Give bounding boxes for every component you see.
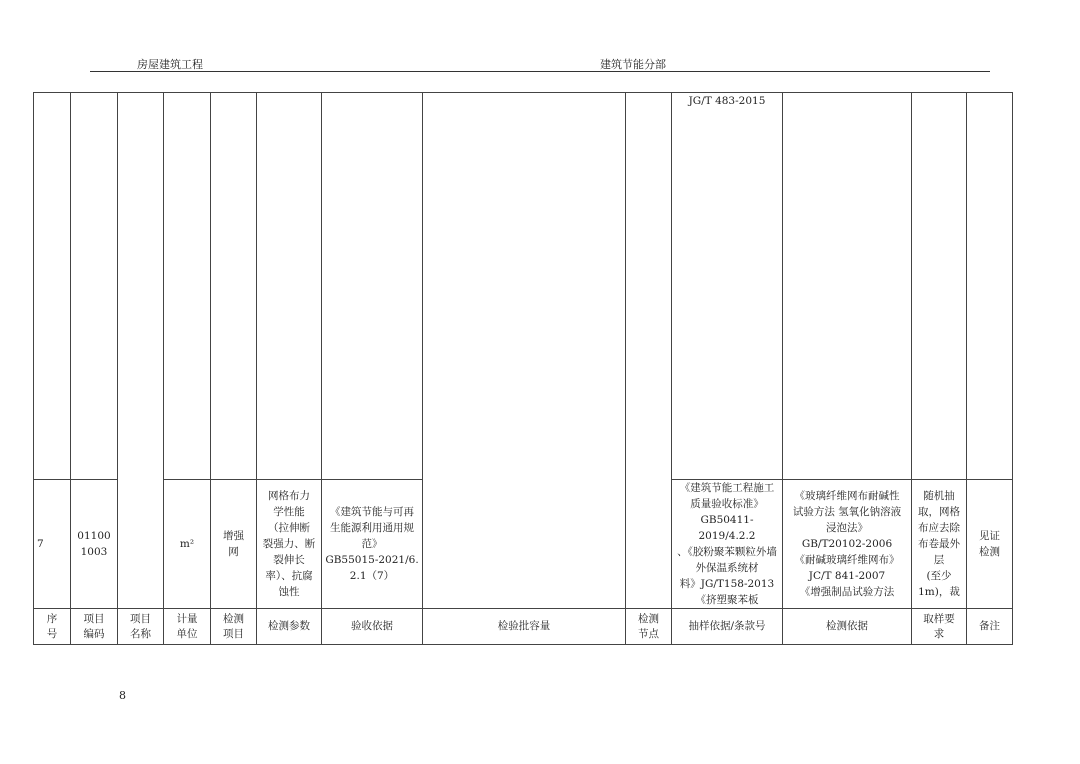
col-header-batch: 检验批容量	[423, 609, 626, 645]
cell-name	[118, 93, 164, 609]
header-rule	[90, 71, 990, 72]
cell-node	[626, 93, 672, 609]
inspection-table	[33, 92, 1013, 645]
table-header-row	[34, 609, 1013, 645]
cell-sampling-top	[672, 93, 783, 480]
cell-sampling: 《建筑节能工程施工 质量验收标准》 GB50411-2019/4.2.2 、《胶粉聚苯颗粒外墙 外保温系统材 料》JG/T158-2013 《挤塑聚苯板	[672, 480, 783, 609]
col-header-unit: 计量 单位	[164, 609, 211, 645]
cell-requirement-top	[912, 93, 967, 480]
cell-seq: 7	[34, 480, 71, 609]
col-header-name: 项目 名称	[118, 609, 164, 645]
cell-acceptance-top	[322, 93, 423, 480]
col-header-code: 项目 编码	[71, 609, 118, 645]
col-header-testing: 检测依据	[783, 609, 912, 645]
cell-batch	[423, 93, 626, 609]
col-header-seq: 序 号	[34, 609, 71, 645]
cell-params: 网格布力 学性能 （拉伸断 裂强力、断 裂伸长 率）、抗腐 蚀性	[257, 480, 322, 609]
col-header-remark: 备注	[967, 609, 1013, 645]
cell-acceptance: 《建筑节能与可再 生能源利用通用规 范》 GB55015-2021/6. 2.1（7）	[322, 480, 423, 609]
header-division: 建筑节能分部	[600, 58, 666, 71]
cell-testing: 《玻璃纤维网布耐碱性 试验方法 氢氧化钠溶液 浸泡法》 GB/T20102-2006 《耐碱玻璃纤维网布》 JC/T 841-2007 《增强制品试验方法	[783, 480, 912, 609]
header-project-type: 房屋建筑工程	[137, 58, 203, 71]
col-header-item: 检测 项目	[211, 609, 257, 645]
col-header-params: 检测参数	[257, 609, 322, 645]
cell-params-top	[257, 93, 322, 480]
cell-seq-top	[34, 93, 71, 480]
col-header-sampling: 抽样依据/条款号	[672, 609, 783, 645]
cell-item-top	[211, 93, 257, 480]
col-header-requirement: 取样要 求	[912, 609, 967, 645]
cell-code: 01100 1003	[71, 480, 118, 609]
inspection-table-wrapper	[33, 92, 1012, 639]
sampling-basis-continued: JG/T 483-2015	[688, 95, 766, 107]
page-number: 8	[119, 689, 126, 702]
cell-requirement: 随机抽 取，网格 布应去除 布卷最外 层 (至少 1m)，裁	[912, 480, 967, 609]
cell-remark-top	[967, 93, 1013, 480]
cell-code-top	[71, 93, 118, 480]
col-header-acceptance: 验收依据	[322, 609, 423, 645]
col-header-node: 检测 节点	[626, 609, 672, 645]
cell-unit-top	[164, 93, 211, 480]
table-row-continuation	[34, 93, 1013, 480]
cell-item: 增强 网	[211, 480, 257, 609]
cell-testing-top	[783, 93, 912, 480]
cell-remark: 见证 检测	[967, 480, 1013, 609]
cell-unit: m²	[164, 480, 211, 609]
